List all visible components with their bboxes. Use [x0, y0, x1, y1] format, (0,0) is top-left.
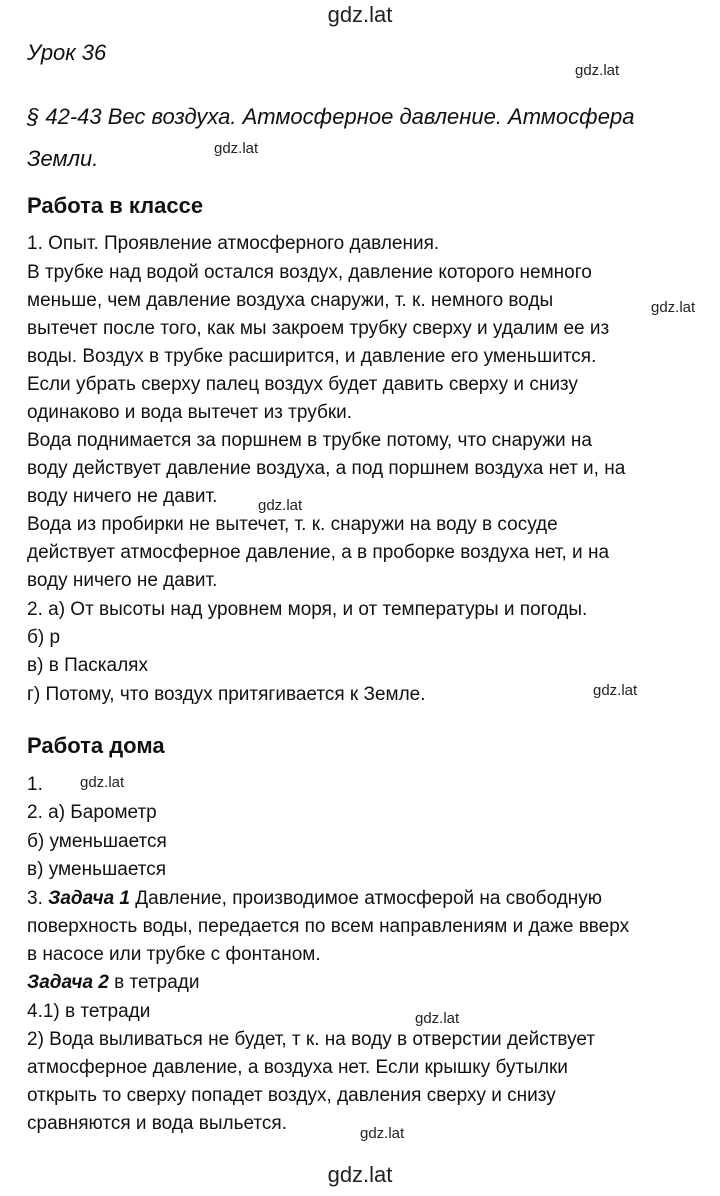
watermark: gdz.lat [593, 682, 638, 699]
task2-line [27, 972, 199, 994]
text-line: 1. Опыт. Проявление атмосферного давления. [27, 233, 440, 254]
text-line: открыть то сверху попадет воздух, давления сверху и снизу [27, 1085, 556, 1106]
watermark: gdz.lat [651, 299, 696, 316]
text-line: поверхность воды, передается по всем направлениям и даже вверх [27, 916, 630, 937]
task1-label: Задача 1 [48, 888, 130, 909]
text-line: воду действует давление воздуха, а под поршнем воздуха нет и, на [27, 458, 626, 479]
home-work-heading: Работа дома [27, 733, 165, 758]
text-line: воду ничего не давит. [27, 486, 218, 507]
watermark: gdz.lat [360, 1125, 405, 1142]
text-line: в) уменьшается [27, 859, 167, 880]
watermark: gdz.lat [415, 1010, 460, 1027]
text-line: меньше, чем давление воздуха снаружи, т. к. немного воды [27, 290, 554, 311]
text-line: Вода из пробирки не вытечет, т. к. снаружи на воду в сосуде [27, 514, 558, 535]
text-line: б) р [27, 627, 61, 648]
text-line: воды. Воздух в трубке расширится, и давление его уменьшится. [27, 346, 597, 367]
task2-label: Задача 2 [27, 972, 109, 993]
text-line: 2. а) От высоты над уровнем моря, и от температуры и погоды. [27, 599, 588, 620]
text-line: г) Потому, что воздух притягивается к Земле. [27, 684, 426, 705]
topic-title: § 42-43 Вес воздуха. Атмосферное давление. Атмосфера Земли. [27, 104, 635, 171]
text-line: Если убрать сверху палец воздух будет давить сверху и снизу [27, 374, 578, 395]
task2-text: в тетради [108, 972, 200, 993]
watermark: gdz.lat [214, 140, 259, 157]
text-line: б) уменьшается [27, 831, 167, 852]
watermark: gdz.lat [575, 62, 620, 79]
text-line: воду ничего не давит. [27, 570, 218, 591]
text-line: действует атмосферное давление, а в проборке воздуха нет, и на [27, 542, 610, 563]
watermark-bottom: gdz.lat [327, 1162, 393, 1187]
text-line: 2. а) Барометр [27, 802, 157, 823]
text-line: в насосе или трубке с фонтаном. [27, 944, 321, 965]
watermark: gdz.lat [80, 774, 125, 791]
text-line: 4.1) в тетради [27, 1001, 151, 1022]
watermark: gdz.lat [258, 497, 303, 514]
text-line: В трубке над водой остался воздух, давление которого немного [27, 262, 592, 283]
text-line: одинаково и вода вытечет из трубки. [27, 402, 353, 423]
text-line: сравняются и вода выльется. [27, 1113, 287, 1134]
text-line: Вода поднимается за поршнем в трубке потому, что снаружи на [27, 430, 592, 451]
text-line: 2) Вода выливаться не будет, т к. на воду в отверстии действует [27, 1029, 596, 1050]
task1-prefix: 3. [27, 888, 49, 909]
watermark-top: gdz.lat [327, 2, 393, 27]
task1-text: Давление, производимое атмосферой на свободную [129, 888, 603, 909]
text-line: в) в Паскалях [27, 655, 148, 676]
text-line: атмосферное давление, а воздуха нет. Если крышку бутылки [27, 1057, 568, 1078]
class-work-heading: Работа в классе [27, 193, 204, 218]
task1-line [27, 888, 602, 910]
text-line: 1. [27, 774, 43, 795]
lesson-title: Урок 36 [27, 40, 107, 65]
text-line: вытечет после того, как мы закроем трубку сверху и удалим ее из [27, 318, 610, 339]
